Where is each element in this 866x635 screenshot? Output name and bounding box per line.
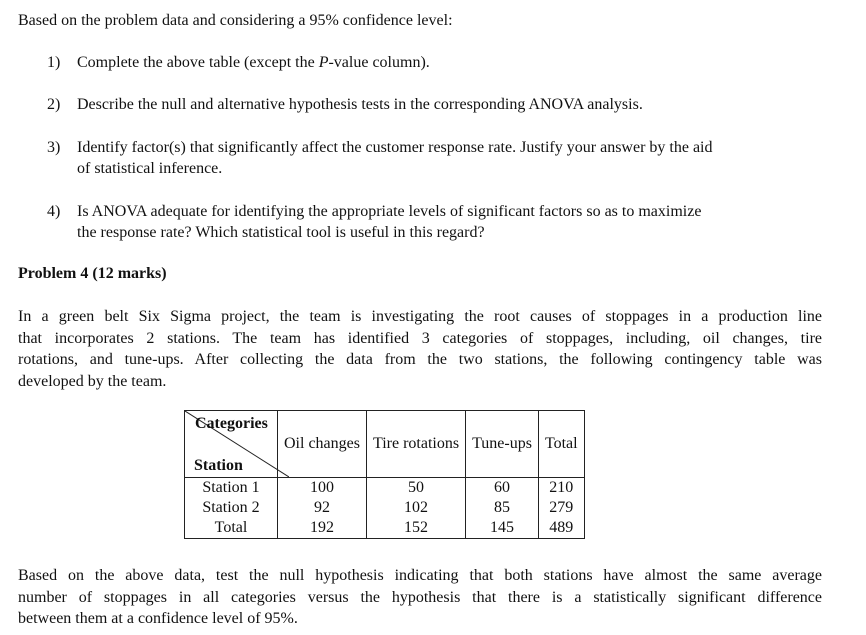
corner-station-label: Station bbox=[194, 457, 243, 474]
table-cell: 210 bbox=[538, 478, 584, 499]
problem-paragraph-line: that incorporates 2 stations. The team has identified 3 categories of stoppages, including, oil changes, tire bbox=[18, 329, 822, 347]
table-cell: 145 bbox=[466, 518, 539, 539]
conclusion-line: Based on the above data, test the null hypothesis indicating that both stations have almost the same average bbox=[18, 567, 822, 584]
table-cell: 85 bbox=[466, 498, 539, 518]
table-cell: 100 bbox=[278, 478, 367, 499]
conclusion-paragraph bbox=[18, 565, 822, 630]
row-label: Total bbox=[185, 518, 278, 539]
column-header: Tune-ups bbox=[466, 411, 539, 478]
table-cell: 489 bbox=[538, 518, 584, 539]
question-1-text: Complete the above table (except the P-value column). bbox=[77, 54, 430, 71]
table-cell: 279 bbox=[538, 498, 584, 518]
problem-paragraph-line: In a green belt Six Sigma project, the team is investigating the root causes of stoppages in a production line bbox=[18, 308, 822, 325]
column-header: Total bbox=[538, 411, 584, 478]
table-cell: 102 bbox=[366, 498, 465, 518]
table-row bbox=[185, 478, 585, 499]
table-cell: 60 bbox=[466, 478, 539, 499]
question-2-text: Describe the null and alternative hypothesis tests in the corresponding ANOVA analysis. bbox=[77, 96, 643, 113]
conclusion-line: number of stoppages in all categories versus the hypothesis that there is a statistically significant difference bbox=[18, 588, 822, 606]
table-cell: 92 bbox=[278, 498, 367, 518]
table-cell: 192 bbox=[278, 518, 367, 539]
problem-heading: Problem 4 (12 marks) bbox=[18, 265, 167, 282]
corner-categories-label: Categories bbox=[195, 415, 268, 432]
intro-text: Based on the problem data and considering a 95% confidence level: bbox=[18, 12, 453, 29]
question-4-text-line-1: Is ANOVA adequate for identifying the appropriate levels of significant factors so as to maximize bbox=[77, 203, 702, 220]
table-cell: 152 bbox=[366, 518, 465, 539]
problem-paragraph bbox=[18, 306, 822, 392]
question-4-text-line-2: the response rate? Which statistical tool is useful in this regard? bbox=[77, 224, 485, 241]
problem-paragraph-line: developed by the team. bbox=[18, 372, 167, 390]
question-4-number: 4) bbox=[47, 203, 61, 220]
row-label: Station 2 bbox=[185, 498, 278, 518]
question-3-text-line-1: Identify factor(s) that significantly affect the customer response rate. Justify your answer by the aid bbox=[77, 139, 713, 156]
table-row bbox=[185, 498, 585, 518]
question-2-number: 2) bbox=[47, 96, 61, 113]
row-label: Station 1 bbox=[185, 478, 278, 499]
column-header: Tire rotations bbox=[366, 411, 465, 478]
problem-paragraph-line: rotations, and tune-ups. After collecting the data from the two stations, the following contingency table was bbox=[18, 351, 822, 368]
table-cell: 50 bbox=[366, 478, 465, 499]
table-row bbox=[185, 518, 585, 539]
column-header: Oil changes bbox=[278, 411, 367, 478]
question-3-number: 3) bbox=[47, 139, 61, 156]
table-header-row bbox=[185, 411, 585, 478]
table-corner-cell bbox=[185, 411, 278, 478]
contingency-table bbox=[184, 410, 585, 539]
question-3-text-line-2: of statistical inference. bbox=[77, 160, 223, 177]
question-1-number: 1) bbox=[47, 54, 61, 71]
conclusion-line: between them at a confidence level of 95%. bbox=[18, 610, 298, 627]
